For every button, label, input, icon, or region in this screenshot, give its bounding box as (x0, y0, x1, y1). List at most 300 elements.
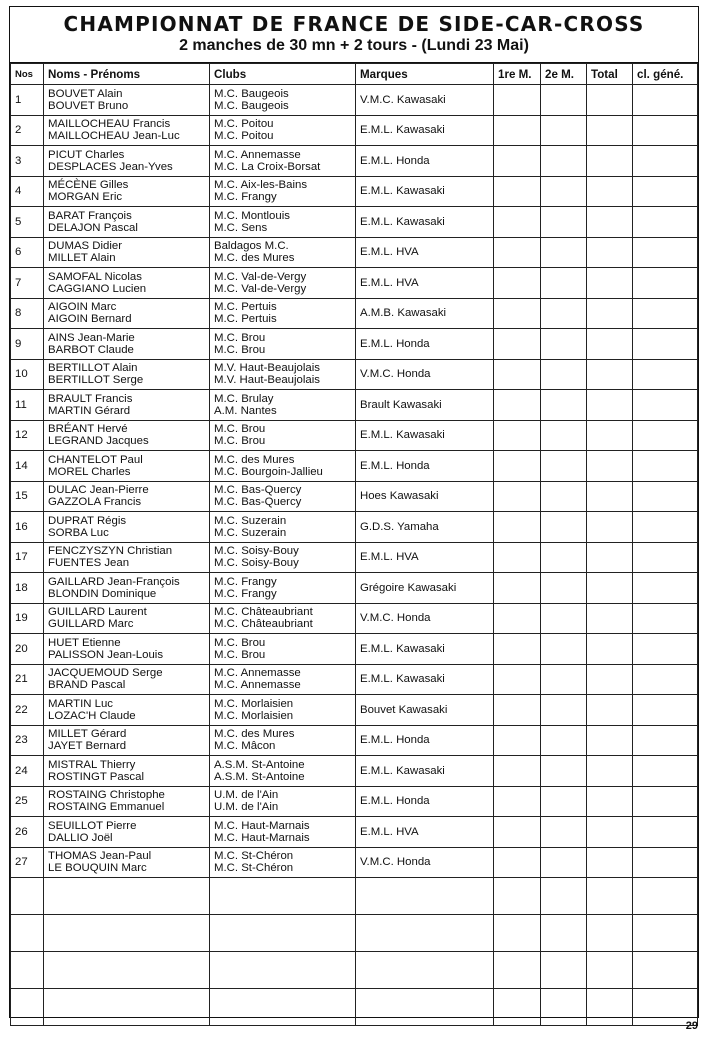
crew-clubs-line-1: A.S.M. St-Antoine (214, 758, 305, 771)
empty-row (11, 952, 698, 989)
empty-cell (356, 915, 494, 952)
entry-number: 14 (11, 451, 44, 482)
crew-names-line-1: BRÉANT Hervé (48, 423, 128, 436)
crew-names-line-2: MARTIN Gérard (48, 404, 131, 417)
crew-clubs-line-2: M.C. Val-de-Vergy (214, 282, 307, 295)
crew-clubs-line-1: M.C. Haut-Marnais (214, 819, 310, 832)
score-cl (633, 756, 698, 787)
crew-clubs-line-1: M.C. Brou (214, 423, 266, 436)
entry-number: 22 (11, 695, 44, 726)
crew-clubs (210, 481, 356, 512)
entry-number: 17 (11, 542, 44, 573)
empty-cell (541, 915, 587, 952)
score-m1 (494, 664, 541, 695)
empty-cell (11, 878, 44, 915)
crew-clubs-line-1: M.C. Morlaisien (214, 697, 294, 710)
machine-make: G.D.S. Yamaha (356, 512, 494, 543)
crew-clubs-line-2: M.C. Bas-Quercy (214, 496, 302, 509)
empty-cell (587, 989, 633, 1026)
score-m1 (494, 298, 541, 329)
score-m2 (541, 451, 587, 482)
crew-names (44, 481, 210, 512)
machine-make: E.M.L. Kawasaki (356, 420, 494, 451)
machine-make: E.M.L. Kawasaki (356, 756, 494, 787)
crew-names-line-2: BOUVET Bruno (48, 99, 129, 112)
score-cl (633, 603, 698, 634)
score-total (587, 146, 633, 177)
page-number: 29 (685, 1020, 698, 1032)
crew-names-line-1: MILLET Gérard (48, 728, 127, 741)
crew-names-line-2: JAYET Bernard (48, 740, 127, 753)
score-total (587, 85, 633, 116)
score-cl (633, 512, 698, 543)
page-title: CHAMPIONNAT DE FRANCE DE SIDE-CAR-CROSS (63, 12, 645, 36)
crew-names (44, 451, 210, 482)
table-row (11, 481, 698, 512)
crew-names-line-1: GUILLARD Laurent (48, 606, 147, 619)
crew-clubs (210, 664, 356, 695)
crew-names (44, 176, 210, 207)
score-cl (633, 85, 698, 116)
score-m1 (494, 817, 541, 848)
score-total (587, 817, 633, 848)
table-row (11, 695, 698, 726)
machine-make: E.M.L. HVA (356, 268, 494, 299)
score-m2 (541, 695, 587, 726)
score-m1 (494, 115, 541, 146)
score-m2 (541, 847, 587, 878)
crew-clubs (210, 146, 356, 177)
score-m2 (541, 664, 587, 695)
machine-make: E.M.L. Kawasaki (356, 176, 494, 207)
crew-names (44, 725, 210, 756)
score-m1 (494, 542, 541, 573)
score-total (587, 207, 633, 238)
empty-cell (11, 915, 44, 952)
score-m2 (541, 573, 587, 604)
score-total (587, 847, 633, 878)
crew-clubs-line-1: M.C. Frangy (214, 575, 277, 588)
table-row (11, 847, 698, 878)
crew-names-line-2: DALLIO Joël (48, 831, 113, 844)
crew-names (44, 634, 210, 665)
empty-cell (633, 952, 698, 989)
machine-make: E.M.L. Kawasaki (356, 207, 494, 238)
score-m2 (541, 603, 587, 634)
crew-names-line-1: PICUT Charles (48, 148, 125, 161)
crew-names-line-2: BARBOT Claude (48, 343, 134, 356)
score-m2 (541, 542, 587, 573)
crew-names (44, 207, 210, 238)
crew-clubs (210, 634, 356, 665)
crew-clubs-line-2: M.C. Haut-Marnais (214, 831, 310, 844)
crew-clubs (210, 451, 356, 482)
crew-clubs-line-1: M.C. Brou (214, 636, 266, 649)
score-m2 (541, 817, 587, 848)
machine-make: V.M.C. Honda (356, 603, 494, 634)
crew-names (44, 329, 210, 360)
table-row (11, 237, 698, 268)
machine-make: Bouvet Kawasaki (356, 695, 494, 726)
crew-names-line-2: MAILLOCHEAU Jean-Luc (48, 130, 180, 143)
crew-names-line-1: HUET Etienne (48, 636, 121, 649)
col-header-marques: Marques (356, 64, 494, 85)
score-m1 (494, 847, 541, 878)
score-m1 (494, 207, 541, 238)
col-header-total: Total (587, 64, 633, 85)
crew-names-line-1: BOUVET Alain (48, 87, 123, 100)
entry-number: 15 (11, 481, 44, 512)
crew-clubs (210, 207, 356, 238)
empty-cell (44, 915, 210, 952)
page-subtitle: 2 manches de 30 mn + 2 tours - (Lundi 23 Mai) (179, 37, 529, 54)
empty-cell (44, 989, 210, 1026)
crew-clubs-line-1: U.M. de l'Ain (214, 789, 279, 802)
score-total (587, 176, 633, 207)
crew-names-line-1: BARAT François (48, 209, 132, 222)
score-m1 (494, 329, 541, 360)
entry-number: 7 (11, 268, 44, 299)
score-m2 (541, 237, 587, 268)
score-total (587, 390, 633, 421)
crew-names-line-2: ROSTINGT Pascal (48, 770, 144, 783)
crew-clubs-line-1: M.V. Haut-Beaujolais (214, 362, 320, 375)
empty-cell (494, 989, 541, 1026)
empty-cell (11, 952, 44, 989)
crew-clubs-line-1: M.C. Annemasse (214, 148, 301, 161)
col-header-no: Nos (11, 64, 44, 85)
score-cl (633, 542, 698, 573)
empty-row (11, 878, 698, 915)
entry-number: 25 (11, 786, 44, 817)
score-total (587, 634, 633, 665)
crew-names-line-2: GAZZOLA Francis (48, 496, 142, 509)
entry-number: 1 (11, 85, 44, 116)
score-m1 (494, 634, 541, 665)
score-m2 (541, 268, 587, 299)
entry-number: 26 (11, 817, 44, 848)
crew-names-line-1: DUMAS Didier (48, 240, 123, 253)
crew-names-line-2: LEGRAND Jacques (48, 435, 149, 448)
crew-names-line-1: AIGOIN Marc (48, 301, 117, 314)
table-row (11, 725, 698, 756)
crew-names (44, 847, 210, 878)
table-row (11, 542, 698, 573)
score-m1 (494, 573, 541, 604)
score-total (587, 359, 633, 390)
table-row (11, 359, 698, 390)
crew-names-line-1: AINS Jean-Marie (48, 331, 135, 344)
crew-clubs-line-2: M.C. Baugeois (214, 99, 289, 112)
crew-names (44, 146, 210, 177)
crew-names-line-2: MILLET Alain (48, 252, 116, 265)
crew-names-line-1: SEUILLOT Pierre (48, 819, 137, 832)
empty-cell (494, 952, 541, 989)
crew-names-line-1: CHANTELOT Paul (48, 453, 143, 466)
score-m2 (541, 512, 587, 543)
table-row (11, 329, 698, 360)
score-m1 (494, 268, 541, 299)
crew-names-line-2: SORBA Luc (48, 526, 109, 539)
table-row (11, 146, 698, 177)
crew-names-line-1: GAILLARD Jean-François (48, 575, 180, 588)
crew-clubs (210, 573, 356, 604)
score-m1 (494, 390, 541, 421)
score-cl (633, 268, 698, 299)
col-header-clubs: Clubs (210, 64, 356, 85)
table-row (11, 451, 698, 482)
score-cl (633, 847, 698, 878)
score-cl (633, 634, 698, 665)
crew-names-line-2: LOZAC'H Claude (48, 709, 136, 722)
empty-cell (541, 878, 587, 915)
crew-clubs (210, 756, 356, 787)
score-cl (633, 146, 698, 177)
crew-clubs-line-2: M.C. Châteaubriant (214, 618, 313, 631)
crew-clubs-line-2: M.C. Brou (214, 343, 266, 356)
table-row (11, 664, 698, 695)
crew-clubs-line-2: M.C. Brou (214, 648, 266, 661)
score-cl (633, 359, 698, 390)
entry-number: 4 (11, 176, 44, 207)
score-m1 (494, 603, 541, 634)
score-m1 (494, 359, 541, 390)
table-row (11, 390, 698, 421)
crew-names-line-2: LE BOUQUIN Marc (48, 862, 147, 875)
crew-clubs-line-1: M.C. des Mures (214, 453, 295, 466)
crew-names (44, 359, 210, 390)
crew-clubs-line-2: M.C. Pertuis (214, 313, 277, 326)
crew-names-line-1: JACQUEMOUD Serge (48, 667, 163, 680)
machine-make: E.M.L. Honda (356, 329, 494, 360)
score-m2 (541, 634, 587, 665)
machine-make: V.M.C. Kawasaki (356, 85, 494, 116)
machine-make: Hoes Kawasaki (356, 481, 494, 512)
empty-cell (494, 915, 541, 952)
empty-cell (633, 878, 698, 915)
entry-number: 27 (11, 847, 44, 878)
crew-names-line-2: DESPLACES Jean-Yves (48, 160, 173, 173)
table-row (11, 573, 698, 604)
crew-clubs-line-2: M.C. Annemasse (214, 679, 301, 692)
crew-names-line-2: FUENTES Jean (48, 557, 130, 570)
table-header-row (11, 64, 698, 85)
score-m2 (541, 146, 587, 177)
machine-make: E.M.L. HVA (356, 817, 494, 848)
entry-number: 2 (11, 115, 44, 146)
score-total (587, 603, 633, 634)
score-m2 (541, 176, 587, 207)
crew-names (44, 542, 210, 573)
empty-cell (356, 989, 494, 1026)
crew-clubs-line-2: A.S.M. St-Antoine (214, 770, 305, 783)
crew-names-line-1: FENCZYSZYN Christian (48, 545, 173, 558)
crew-clubs (210, 176, 356, 207)
entry-number: 23 (11, 725, 44, 756)
machine-make: E.M.L. HVA (356, 542, 494, 573)
crew-clubs-line-2: M.C. Frangy (214, 587, 277, 600)
crew-clubs (210, 359, 356, 390)
score-total (587, 756, 633, 787)
crew-names (44, 603, 210, 634)
empty-cell (11, 989, 44, 1026)
crew-clubs (210, 298, 356, 329)
score-m1 (494, 85, 541, 116)
score-cl (633, 573, 698, 604)
score-total (587, 786, 633, 817)
crew-clubs-line-1: M.C. Poitou (214, 118, 274, 131)
score-cl (633, 451, 698, 482)
crew-clubs (210, 847, 356, 878)
empty-cell (587, 915, 633, 952)
crew-names-line-2: BERTILLOT Serge (48, 374, 144, 387)
crew-clubs-line-1: M.C. des Mures (214, 728, 295, 741)
empty-cell (210, 952, 356, 989)
score-total (587, 329, 633, 360)
crew-clubs-line-2: A.M. Nantes (214, 404, 277, 417)
crew-clubs-line-1: M.C. Brou (214, 331, 266, 344)
crew-clubs-line-2: U.M. de l'Ain (214, 801, 279, 814)
crew-clubs-line-1: M.C. Bas-Quercy (214, 484, 302, 497)
crew-clubs-line-2: M.C. Suzerain (214, 526, 287, 539)
score-m2 (541, 756, 587, 787)
score-m1 (494, 695, 541, 726)
crew-clubs-line-1: M.C. Suzerain (214, 514, 287, 527)
crew-names (44, 237, 210, 268)
score-cl (633, 298, 698, 329)
score-cl (633, 207, 698, 238)
crew-names (44, 817, 210, 848)
crew-names (44, 298, 210, 329)
empty-cell (541, 952, 587, 989)
crew-names-line-1: BERTILLOT Alain (48, 362, 138, 375)
score-total (587, 664, 633, 695)
machine-make: V.M.C. Honda (356, 359, 494, 390)
score-cl (633, 115, 698, 146)
crew-clubs (210, 237, 356, 268)
machine-make: Grégoire Kawasaki (356, 573, 494, 604)
entry-number: 8 (11, 298, 44, 329)
entry-number: 9 (11, 329, 44, 360)
crew-clubs (210, 390, 356, 421)
score-cl (633, 786, 698, 817)
entry-number: 6 (11, 237, 44, 268)
score-m2 (541, 298, 587, 329)
crew-clubs-line-1: M.C. Pertuis (214, 301, 277, 314)
machine-make: E.M.L. Kawasaki (356, 634, 494, 665)
empty-cell (210, 878, 356, 915)
entries-table (10, 63, 698, 1026)
entry-number: 19 (11, 603, 44, 634)
table-row (11, 420, 698, 451)
empty-cell (210, 915, 356, 952)
crew-clubs-line-2: M.C. Bourgoin-Jallieu (214, 465, 323, 478)
crew-clubs-line-1: M.C. Brulay (214, 392, 274, 405)
machine-make: Brault Kawasaki (356, 390, 494, 421)
score-cl (633, 176, 698, 207)
crew-names (44, 390, 210, 421)
score-cl (633, 695, 698, 726)
empty-cell (587, 878, 633, 915)
crew-clubs-line-2: M.C. Brou (214, 435, 266, 448)
table-row (11, 603, 698, 634)
crew-names-line-1: DULAC Jean-Pierre (48, 484, 149, 497)
entry-number: 3 (11, 146, 44, 177)
score-cl (633, 725, 698, 756)
crew-clubs-line-1: M.C. Soisy-Bouy (214, 545, 299, 558)
entry-number: 5 (11, 207, 44, 238)
crew-names-line-1: SAMOFAL Nicolas (48, 270, 142, 283)
crew-names-line-2: BRAND Pascal (48, 679, 126, 692)
table-row (11, 634, 698, 665)
crew-names (44, 786, 210, 817)
crew-names-line-1: MAILLOCHEAU Francis (48, 118, 171, 131)
table-row (11, 512, 698, 543)
crew-clubs (210, 725, 356, 756)
crew-names-line-2: DELAJON Pascal (48, 221, 138, 234)
machine-make: V.M.C. Honda (356, 847, 494, 878)
crew-clubs-line-1: M.C. St-Chéron (214, 850, 294, 863)
crew-clubs (210, 420, 356, 451)
score-m2 (541, 481, 587, 512)
entry-number: 16 (11, 512, 44, 543)
score-total (587, 298, 633, 329)
crew-clubs (210, 512, 356, 543)
crew-names-line-1: MÉCÈNE Gilles (48, 179, 129, 192)
crew-clubs-line-1: M.C. Baugeois (214, 87, 289, 100)
table-row (11, 176, 698, 207)
score-m2 (541, 359, 587, 390)
crew-clubs-line-2: M.C. Soisy-Bouy (214, 557, 299, 570)
crew-names (44, 85, 210, 116)
crew-names-line-1: MISTRAL Thierry (48, 758, 136, 771)
entry-number: 18 (11, 573, 44, 604)
score-total (587, 695, 633, 726)
crew-names (44, 115, 210, 146)
machine-make: E.M.L. Kawasaki (356, 664, 494, 695)
machine-make: E.M.L. Honda (356, 786, 494, 817)
entry-number: 21 (11, 664, 44, 695)
score-total (587, 542, 633, 573)
crew-names-line-1: DUPRAT Régis (48, 514, 127, 527)
crew-names-line-1: BRAULT Francis (48, 392, 133, 405)
score-total (587, 481, 633, 512)
entry-number: 11 (11, 390, 44, 421)
col-header-cl: cl. géné. (633, 64, 698, 85)
machine-make: E.M.L. Honda (356, 451, 494, 482)
crew-names (44, 695, 210, 726)
machine-make: E.M.L. HVA (356, 237, 494, 268)
crew-clubs (210, 695, 356, 726)
crew-names-line-2: PALISSON Jean-Louis (48, 648, 164, 661)
crew-names-line-1: ROSTAING Christophe (48, 789, 165, 802)
col-header-m1: 1re M. (494, 64, 541, 85)
table-row (11, 85, 698, 116)
score-total (587, 237, 633, 268)
score-total (587, 115, 633, 146)
crew-names-line-2: ROSTAING Emmanuel (48, 801, 165, 814)
machine-make: E.M.L. Honda (356, 146, 494, 177)
score-m1 (494, 146, 541, 177)
crew-clubs-line-2: M.V. Haut-Beaujolais (214, 374, 320, 387)
entry-number: 20 (11, 634, 44, 665)
crew-clubs (210, 817, 356, 848)
empty-cell (356, 952, 494, 989)
crew-names-line-2: CAGGIANO Lucien (48, 282, 147, 295)
crew-clubs-line-1: M.C. Aix-les-Bains (214, 179, 308, 192)
score-m1 (494, 786, 541, 817)
crew-clubs (210, 542, 356, 573)
